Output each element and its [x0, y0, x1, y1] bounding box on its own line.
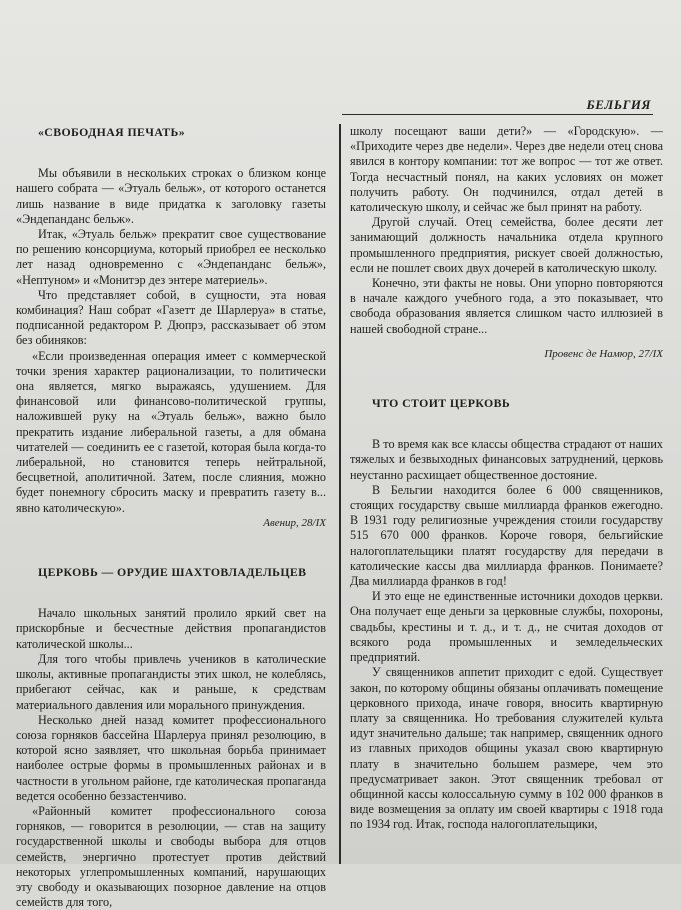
article-title: ЦЕРКОВЬ — ОРУДИЕ ШАХТОВЛАДЕЛЬЦЕВ [38, 565, 307, 580]
paragraph: школу посещают ваши дети?» — «Городскую». — «Приходите через две недели». Через две недели отец снова явился в контору компании: тот же вопрос — тот же ответ. Тогда несчастный понял, на каких условиях он может получить работу. Он подчинился, отдал детей в католическую школу, и сейчас же был принят на работу. [350, 124, 663, 215]
article-title: «СВОБОДНАЯ ПЕЧАТЬ» [38, 125, 185, 139]
paragraph: У священников аппетит приходит с едой. Существует закон, по которому общины обязаны оплачивать помещение церковного прихода, иначе говоря, вносить квартирную плату за священника. Но требования служителей культа идут значительно дальше; так например, священник одного из главных приходов общины указал свою квартирную плату в значительно большем размере, чем это предусматривает закон. Этот священник требовал от общинной кассы колоссальную сумму в 102 000 франков в виде возмещения за оплату им своей квартиры с 1918 года по 1934 год. Итак, господа налогоплательщики, [350, 665, 663, 832]
source-citation: Провенс де Намюр, 27/IX [544, 347, 663, 360]
paragraph: Начало школьных занятий пролило яркий свет на прискорбные и бесчестные действия пропагандистов католической школы... [16, 606, 326, 651]
right-column [350, 124, 663, 833]
article-free-press [16, 125, 326, 531]
header-rule [342, 114, 653, 115]
article-title: ЧТО СТОИТ ЦЕРКОВЬ [372, 396, 511, 411]
quote-paragraph: «Если произведенная операция имеет с коммерческой точки зрения характер рационализации, то политически она является, мягко выражаясь, удушением. Для финансовой или финансово-политической группы, наложившей руку на «Этуаль бельж», важно было прекратить издание либеральной газеты, а для обмана читателей — соединить ее с газетой, которая была когда-то либеральной, но становится теперь нейтральной, бесцветной, аполитичной. Затем, после слияния, можно будет понемногу сбросить маску и превратить газету в... явно католическую». [16, 348, 326, 515]
paragraph: Несколько дней назад комитет профессионального союза горняков бассейна Шарлеруа принял резолюцию, в которой ясно заявляет, что школьная борьба принимает наиболее острые формы в промышленных районах и в частности в угольном районе, где католическая пропаганда ведется особенно беззастенчиво. [16, 712, 326, 803]
paragraph: Другой случай. Отец семейства, более десяти лет занимающий должность начальника отдела крупного промышленного предприятия, рискует своей должностью, если не пошлет своих двух дочерей в католическую школу. [350, 215, 663, 275]
left-column [16, 125, 326, 910]
paragraph: Для того чтобы привлечь учеников в католические школы, активные пропагандисты этих школ, не колеблясь, прибегают сейчас, как и раньше, к средствам материального давления или морального принуждения. [16, 651, 326, 712]
quote-paragraph: «Районный комитет профессионального союза горняков, — говорится в резолюции, — став на защиту государственной школы и свободы выбора для отцов семейств, энергично протестует против действий некоторых углепромышленных компаний, нарушающих эту свободу и оказывающих позорное давление на отцов семейств для того, [16, 803, 326, 910]
paragraph: И это еще не единственные источники доходов церкви. Она получает еще деньги за церковные службы, похороны, свадьбы, крестины и т. д., и т. д., не считая доходов от всякого рода промышленных и земледельческих предприятий. [350, 589, 663, 665]
paragraph: В то время как все классы общества страдают от наших тяжелых и безвыходных финансовых затруднений, церковь неустанно расхищает общественное достояние. [350, 437, 663, 482]
article-continuation [350, 124, 663, 362]
paragraph: Итак, «Этуаль бельж» прекратит свое существование по решению консорциума, который приобрел ее несколько лет назад одновременно с «Эндепанданс бельж», «Нептуном» и «Монитэр дез энтере материель». [16, 227, 326, 287]
paragraph: Конечно, эти факты не новы. Они упорно повторяются в начале каждого учебного года, а это показывает, что свобода образования является слишком часто иллюзией в нашей свободной стране... [350, 276, 663, 336]
source-citation: Авенир, 28/IX [263, 516, 326, 529]
paragraph: В Бельгии находится более 6 000 священников, стоящих государству свыше миллиарда франков ежегодно. В 1931 году религиозные учреждения стоили государству 515 670 000 франков. Короче говоря, бельгийские налогоплательщики платят государству для передачи в католические кассы два миллиарда франков. Понимаете? Два миллиарда франков в год! [350, 482, 663, 589]
paragraph: Мы объявили в нескольких строках о близком конце нашего собрата — «Этуаль бельж», от которого останется лишь название в виде придатка к заголовку газеты «Эндепанданс бельж». [16, 166, 326, 226]
column-divider [339, 124, 341, 864]
paragraph: Что представляет собой, в сущности, эта новая комбинация? Наш собрат «Газетт де Шарлеруа» в статье, подписанной редактором Р. Дюпрэ, рассказывает об этом без обиняков: [16, 287, 326, 348]
article-church-mine-owners [16, 565, 326, 910]
section-header: БЕЛЬГИЯ [586, 97, 651, 112]
article-church-cost [350, 396, 663, 832]
